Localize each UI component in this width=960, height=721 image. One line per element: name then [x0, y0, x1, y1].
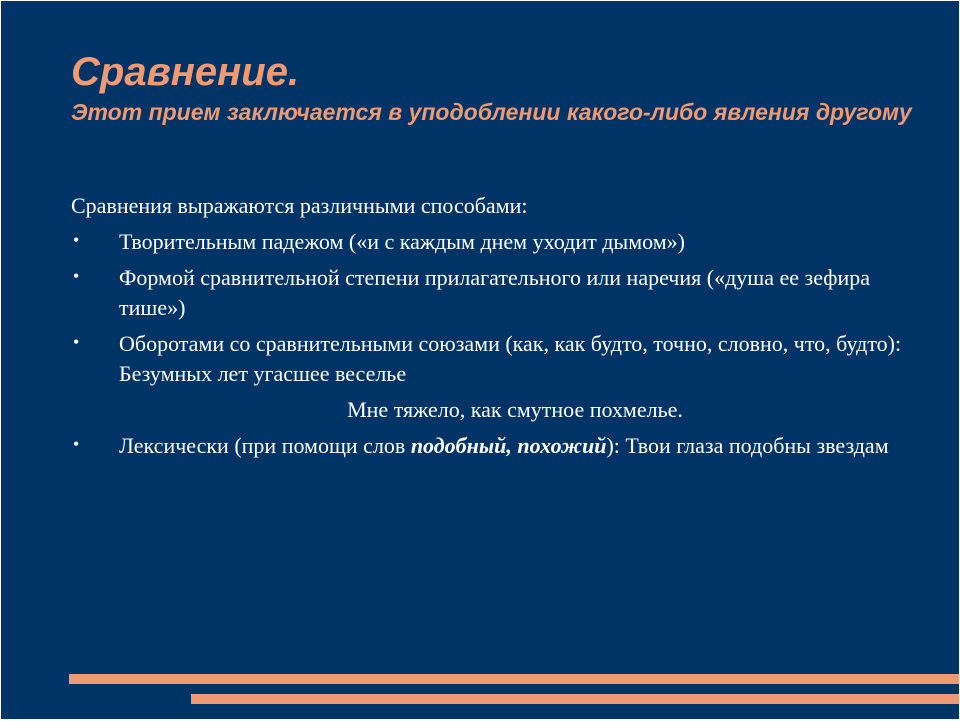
intro-text: Сравнения выражаются различными способами:	[71, 193, 528, 218]
bullet-text: Творительным падежом («и с каждым днем уходит дымом»)	[119, 229, 685, 254]
bullet-text: Оборотами со сравнительными союзами (как, как будто, точно, словно, что, будто): Безумных лет угасшее веселье	[119, 331, 902, 386]
bullet-emphasis: подобный, похожий	[410, 433, 607, 458]
bullet-item-lexical	[71, 431, 911, 461]
bullet-text-before: Лексически (при помощи слов	[119, 433, 411, 458]
decorative-stripe-top	[69, 674, 959, 684]
slide-subtitle: Этот прием заключается в уподоблении какого-либо явления другому	[71, 99, 912, 125]
bullet-text-after: ): Твои глаза подобны звездам	[606, 433, 889, 458]
bullet-dot-icon: •	[73, 230, 80, 250]
slide	[1, 1, 959, 719]
bullet-dot-icon: •	[73, 266, 80, 286]
slide-body	[71, 191, 911, 467]
bullet-item-instrumental	[71, 227, 911, 257]
bullet-text: Формой сравнительной степени прилагательного или наречия («душа ее зефира тише»)	[119, 265, 871, 320]
bullet-dot-icon: •	[73, 332, 80, 352]
poem-continuation-line: Мне тяжело, как смутное похмелье.	[347, 397, 683, 422]
bullet-item-conjunctions	[71, 329, 911, 389]
title-block	[71, 49, 931, 127]
slide-title: Сравнение.	[71, 50, 300, 94]
bullet-list	[71, 227, 911, 389]
bullet-dot-icon: •	[73, 434, 80, 454]
bullet-list-continued	[71, 431, 911, 461]
bullet-item-comparative-degree	[71, 263, 911, 323]
decorative-stripe-bottom	[191, 694, 959, 704]
